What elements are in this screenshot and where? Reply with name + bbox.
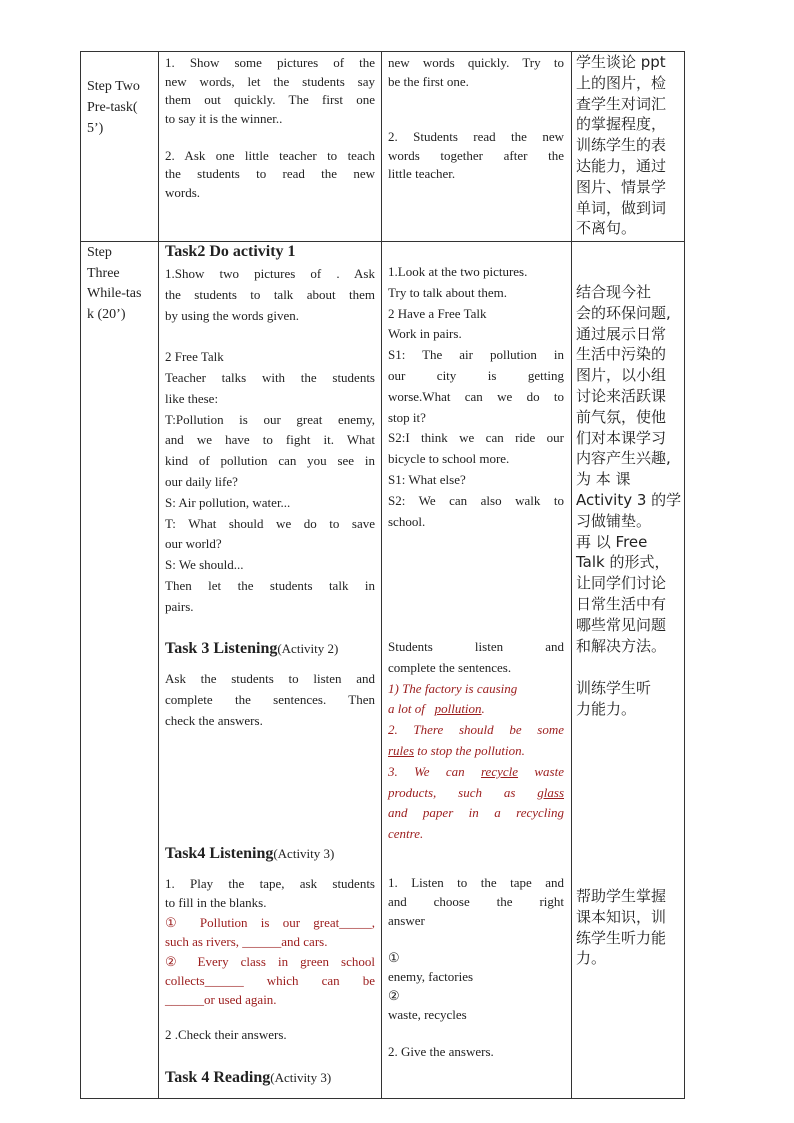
text-line: 1. Play the tape, ask students: [165, 876, 375, 891]
text-line: ①: [388, 950, 400, 966]
answer-line-3: [388, 762, 564, 783]
student-text-block: [388, 54, 564, 184]
answer-keyword: glass: [537, 784, 565, 800]
text-line: words together after the: [388, 147, 564, 163]
text-line: 讨论来活跃课: [576, 386, 667, 405]
text-line: 上的图片，检: [576, 73, 667, 92]
text-line: 们对本课学习: [576, 428, 667, 447]
text-line: 学生谈论 ppt: [576, 53, 666, 71]
text-line: 图片、情景学: [576, 177, 667, 196]
teacher-activity-cell: [159, 242, 382, 1099]
task4-reading-heading: [165, 1068, 331, 1088]
text-line: 力能力。: [576, 699, 637, 718]
text-line: 习做铺垫。: [576, 511, 652, 530]
text-line: Try to talk about them.: [388, 284, 508, 300]
text-line: 和解决方法。: [576, 636, 667, 655]
text-line: enemy, factories: [388, 968, 474, 984]
text-line: stop it?: [388, 409, 426, 425]
text-line: ②: [388, 987, 400, 1003]
fill-blank-line: ② Every class in green school: [165, 953, 375, 969]
answer-line-1b: [388, 699, 564, 720]
text-line: to fill in the blanks.: [165, 895, 267, 911]
text-line: worse.What can we do to: [388, 388, 564, 404]
step-label: [87, 76, 140, 139]
text-line: S1: The air pollution in: [388, 347, 564, 363]
text-line: 的掌握程度，: [576, 115, 667, 134]
answer-keyword: pollution: [434, 701, 482, 717]
text-line: 2. Give the answers.: [388, 1044, 494, 1060]
answer-text: products, such as: [388, 784, 516, 800]
step-label-line: Step Two: [87, 79, 140, 94]
text-line: the students to talk about them: [165, 286, 375, 302]
text-line: complete the sentences.: [388, 659, 512, 675]
answer-text: 3. We can: [388, 763, 465, 779]
text-line: and choose the right: [388, 893, 564, 909]
text-line: 会的环保问题,: [576, 303, 671, 322]
text-line: be the first one.: [388, 73, 469, 89]
text-line: our daily life?: [165, 473, 238, 489]
answer-line-3b: [388, 783, 564, 804]
text-line: 让同学们讨论: [576, 574, 667, 593]
answer-line-3d: centre.: [388, 826, 424, 842]
answer-text: 1) The factory is causing: [388, 680, 518, 696]
text-line: T:Pollution is our great enemy,: [165, 411, 375, 427]
text-line: S2: We can also walk to: [388, 492, 564, 508]
spacer: [388, 1024, 564, 1043]
text-line: 图片，以小组: [576, 366, 667, 385]
lesson-plan-table: [80, 51, 685, 1099]
text-line: 达能力，通过: [576, 156, 667, 175]
task3-student-text: [388, 637, 564, 845]
text-line: 哪些常见问题: [576, 615, 667, 634]
task4-reading-activity: (Activity 3): [270, 1070, 332, 1085]
text-line: 2 Have a Free Talk: [388, 305, 487, 321]
task4-heading: [165, 844, 334, 864]
student-activity-cell: [382, 52, 572, 242]
text-line: Activity 3 的学: [576, 490, 682, 509]
spacer: [388, 930, 564, 949]
task2-student-text: [388, 262, 564, 532]
text-line: S1: What else?: [388, 471, 466, 487]
text-line: pairs.: [165, 598, 194, 614]
spacer: [165, 128, 375, 147]
step-label-line: Pre-task(: [87, 100, 138, 115]
text-line: new words quickly. Try to: [388, 55, 564, 70]
answer-text: to stop the pollution.: [414, 742, 525, 758]
task3-activity: (Activity 2): [277, 641, 339, 656]
text-line: complete the sentences. Then: [165, 691, 375, 707]
fill-blank-line: such as rivers, ______and cars.: [165, 934, 328, 950]
text-line: little teacher.: [388, 166, 456, 181]
text-line: Talk 的形式，: [576, 553, 670, 572]
text-line: 2. Ask one little teacher to teach: [165, 147, 375, 163]
spacer: [388, 91, 564, 128]
text-line: 日常生活中有: [576, 594, 667, 613]
text-line: Ask the students to listen and: [165, 671, 375, 686]
text-line: answer: [388, 912, 425, 928]
text-line: S2:I think we can ride our: [388, 430, 564, 446]
answer-keyword: rules: [388, 742, 414, 758]
text-line: school.: [388, 513, 426, 529]
text-line: check the answers.: [165, 712, 263, 728]
spacer: [165, 326, 375, 347]
fill-blank-line: ① Pollution is our great_____,: [165, 914, 375, 930]
text-line: 2 Free Talk: [165, 349, 224, 365]
step-three-label-cell: [81, 242, 159, 1099]
table-row-step-three: [81, 242, 685, 1099]
task4-title: Task4 Listening: [165, 845, 274, 862]
text-line: 帮助学生掌握: [576, 887, 667, 905]
step-label-line: 5’): [87, 121, 104, 136]
answer-text: a lot of: [388, 701, 425, 717]
text-line: our world?: [165, 536, 222, 552]
text-line: and we have to fight it. What: [165, 432, 375, 448]
answer-line-3c: and paper in a recycling: [388, 805, 564, 821]
text-line: T: What should we do to save: [165, 515, 375, 531]
text-line: 内容产生兴趣,: [576, 449, 671, 468]
task4-student-text: [388, 874, 564, 1062]
answer-line-2b: [388, 741, 564, 762]
text-line: 通过展示日常: [576, 324, 667, 343]
text-line: 1. Listen to the tape and: [388, 875, 564, 890]
text-line: our city is getting: [388, 367, 564, 383]
purpose-text-task3: [576, 678, 684, 720]
answer-text: waste: [534, 763, 565, 779]
text-line: 练学生听力能: [576, 928, 667, 947]
step-label-line: Three: [87, 265, 120, 281]
text-line: new words, let the students say: [165, 73, 375, 89]
step-two-label-cell: [81, 52, 159, 242]
text-line: by using the words given.: [165, 307, 299, 323]
fill-blank-line: collects______ which can be: [165, 973, 375, 989]
purpose-text: [576, 52, 684, 239]
text-line: bicycle to school more.: [388, 451, 510, 467]
text-line: Work in pairs.: [388, 326, 462, 342]
task2-heading: Task2 Do activity 1: [165, 243, 296, 260]
text-line: 训练学生听: [576, 679, 652, 697]
answer-line-1: [388, 679, 564, 700]
answer-line-2: [388, 720, 564, 741]
step-label-line: While-tas: [87, 286, 142, 301]
answer-keyword: recycle: [480, 763, 519, 779]
text-line: 课本知识，训: [576, 907, 667, 926]
step-label-line: k (20’): [87, 306, 126, 322]
task3-teacher-text: [165, 669, 375, 731]
fill-blank-line: ______or used again.: [165, 992, 277, 1008]
text-line: S: We should...: [165, 557, 244, 573]
task4-activity: (Activity 3): [273, 846, 335, 861]
text-line: 力。: [576, 949, 607, 968]
text-line: Teacher talks with the students: [165, 369, 375, 385]
text-line: 结合现今社: [576, 283, 652, 301]
task2-teacher-text: [165, 264, 375, 618]
text-line: 1.Show two pictures of . Ask: [165, 266, 375, 281]
text-line: 生活中污染的: [576, 345, 667, 364]
text-line: 前气氛，使他: [576, 407, 667, 426]
answer-text: .: [481, 701, 485, 717]
text-line: 再 以 Free: [576, 532, 648, 551]
step-label: [87, 243, 141, 325]
text-line: 单词，做到词: [576, 198, 667, 217]
purpose-text-task4: [576, 886, 684, 969]
task3-title: Task 3 Listening: [165, 640, 278, 657]
teacher-text-block: [165, 54, 375, 202]
purpose-cell: [572, 52, 685, 242]
text-line: 1.Look at the two pictures.: [388, 264, 528, 279]
text-line: kind of pollution can you see in: [165, 453, 375, 469]
text-line: the students to read the new: [165, 166, 375, 181]
answer-text: 2. There should be some: [388, 722, 564, 738]
task3-heading: [165, 639, 338, 659]
text-line: like these:: [165, 390, 219, 406]
text-line: 2. Students read the new: [388, 129, 564, 144]
purpose-text-task2: [576, 282, 684, 656]
text-line: 1. Show some pictures of the: [165, 55, 375, 70]
student-activity-cell: [382, 242, 572, 1099]
teacher-activity-cell: [159, 52, 382, 242]
text-line: Then let the students talk in: [165, 577, 375, 593]
text-line: them out quickly. The first one: [165, 92, 375, 107]
task4-teacher-text: [165, 874, 375, 1010]
text-line: 查学生对词汇: [576, 94, 667, 113]
text-line: waste, recycles: [388, 1006, 467, 1022]
text-line: S: Air pollution, water...: [165, 494, 291, 510]
task4-check-text: 2 .Check their answers.: [165, 1027, 287, 1042]
text-line: words.: [165, 184, 201, 200]
text-line: 不离句。: [576, 219, 637, 238]
text-line: 为 本 课: [576, 470, 631, 489]
table-row-step-two: [81, 52, 685, 242]
text-line: Students listen and: [388, 639, 564, 654]
text-line: 训练学生的表: [576, 136, 667, 155]
step-label-line: Step: [87, 245, 112, 260]
purpose-cell: [572, 242, 685, 1099]
task4-reading-title: Task 4 Reading: [165, 1069, 271, 1086]
text-line: to say it is the winner..: [165, 110, 283, 126]
